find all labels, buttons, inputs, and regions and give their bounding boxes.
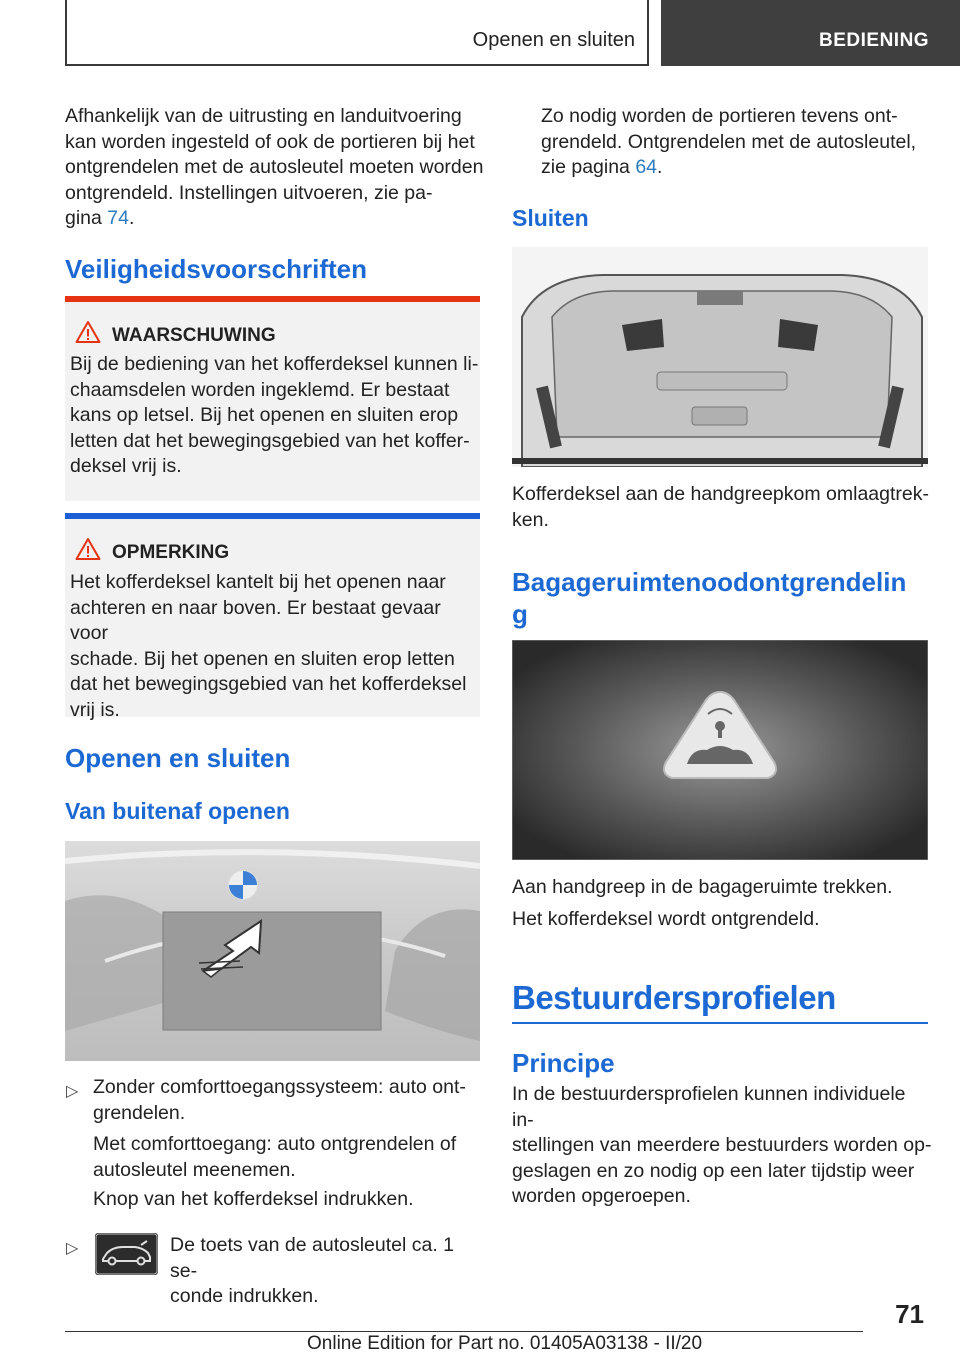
intro-line-last: gina 74.: [65, 207, 135, 229]
notice-line: dat het bewegingsgebied van het kofferdeksel: [70, 673, 467, 695]
intro-line: Afhankelijk van de uitrusting en landuitvoering: [65, 105, 462, 127]
principle-heading: Principe: [512, 1048, 615, 1078]
warning-title: WAARSCHUWING: [112, 325, 276, 346]
principle-line: geslagen en zo nodig op een later tijdstip weer: [512, 1159, 915, 1182]
footer-edition: Online Edition for Part no. 01405A03138 - II/20: [307, 1333, 703, 1354]
profiles-divider: [512, 1022, 928, 1024]
safety-heading: Veiligheidsvoorschriften: [65, 254, 367, 284]
notice-line: vrij is.: [70, 698, 120, 721]
close-caption-line: Kofferdeksel aan de handgreepkom omlaagtrek‐: [512, 483, 929, 505]
from-outside-heading: Van buitenaf openen: [65, 798, 290, 824]
header-chapter-tab: [661, 0, 960, 66]
bullet-1-sub-2: [93, 1187, 483, 1213]
intro-tail: gina: [65, 207, 102, 229]
bullet-sub-line: Knop van het kofferdeksel indrukken.: [93, 1188, 414, 1210]
warning-triangle-icon: [75, 320, 101, 344]
warning-line: Bij de bediening van het kofferdeksel kunnen li‐: [70, 353, 479, 375]
notice-title: OPMERKING: [112, 542, 230, 563]
bullet-line: De toets van de autosleutel ca. 1 se‐: [170, 1234, 455, 1282]
page-link-64[interactable]: 64: [635, 156, 658, 178]
close-heading: Sluiten: [512, 205, 589, 231]
bullet-sub-line: Met comforttoegang: auto ontgrendelen of: [93, 1133, 457, 1155]
intro-line: ontgrendeld. Instellingen uitvoeren, zie pa‐: [65, 181, 433, 204]
page-number: 71: [895, 1299, 924, 1329]
principle-text: [512, 1082, 932, 1210]
principle-line: worden opgeroepen.: [512, 1185, 691, 1207]
bullet-symbol: ▷: [66, 1083, 79, 1100]
warning-line: deksel vrij is.: [70, 455, 182, 477]
warning-line: letten dat het bewegingsgebied van het koffer‐: [70, 429, 470, 452]
warning-box: [65, 296, 480, 501]
intro-line: ontgrendelen met de autosleutel moeten worden: [65, 156, 484, 178]
warning-bar: [65, 296, 480, 302]
notice-box: [65, 513, 480, 721]
cont-tail: zie pagina: [541, 156, 630, 178]
header-section-title: Openen en sluiten: [472, 29, 635, 51]
trunk-exterior-image: [65, 841, 480, 1061]
header-section-tab: [65, 0, 649, 66]
intro-line: kan worden ingesteld of ook de portieren bij het: [65, 130, 475, 153]
bullet-sub-line: autosleutel meenemen.: [93, 1158, 296, 1181]
intro-paragraph: [65, 104, 485, 232]
emergency-heading-line: Bagageruimtenoodontgrendelin: [512, 567, 907, 597]
notice-triangle-icon: [75, 537, 101, 561]
notice-text: [70, 570, 480, 723]
principle-line: In de bestuurdersprofielen kunnen individuele in‐: [512, 1083, 906, 1131]
notice-line: schade. Bij het openen en sluiten erop letten: [70, 647, 455, 670]
close-caption-line: ken.: [512, 508, 549, 531]
emergency-heading: [512, 566, 906, 630]
cont-line: Zo nodig worden de portieren tevens ont‐: [541, 105, 898, 127]
principle-line: stellingen van meerdere bestuurders worden op‐: [512, 1134, 932, 1156]
close-caption: [512, 482, 932, 533]
bullet-1-sub-1: [93, 1132, 483, 1183]
emergency-heading-line: g: [512, 599, 528, 629]
page-link-74[interactable]: 74: [107, 207, 129, 229]
warning-text: [70, 352, 480, 480]
bullet-1-text: [93, 1075, 483, 1126]
bullet-line: conde indrukken.: [170, 1285, 319, 1307]
notice-line: Het kofferdeksel kantelt bij het openen naar: [70, 571, 446, 593]
notice-line: achteren en naar boven. Er bestaat gevaar voor: [70, 596, 441, 644]
unlock-continuation: [541, 104, 931, 181]
emergency-step-1: Aan handgreep in de bagageruimte trekken.: [512, 876, 893, 898]
notice-bar: [65, 513, 480, 519]
bullet-line: grendelen.: [93, 1101, 186, 1124]
profiles-heading: Bestuurdersprofielen: [512, 979, 836, 1016]
emergency-step-2: Het kofferdeksel wordt ontgrendeld.: [512, 908, 820, 930]
bullet-line: Zonder comforttoegangssysteem: auto ont‐: [93, 1076, 466, 1098]
open-close-heading: Openen en sluiten: [65, 743, 291, 773]
car-trunk-key-icon: [95, 1233, 158, 1275]
warning-line: kans op letsel. Bij het openen en sluiten erop: [70, 404, 459, 426]
bullet-2-text: [170, 1233, 485, 1310]
footer-divider: [65, 1331, 863, 1332]
cont-line: grendeld. Ontgrendelen met de autosleutel,: [541, 130, 917, 153]
header-chapter-title: BEDIENING: [819, 30, 930, 51]
cont-line-last: zie pagina 64.: [541, 156, 663, 178]
warning-line: chaamsdelen worden ingeklemd. Er bestaat: [70, 378, 450, 401]
trunk-lid-interior-image: [512, 247, 928, 467]
emergency-release-image: [512, 640, 928, 860]
bullet-symbol: ▷: [66, 1240, 79, 1257]
